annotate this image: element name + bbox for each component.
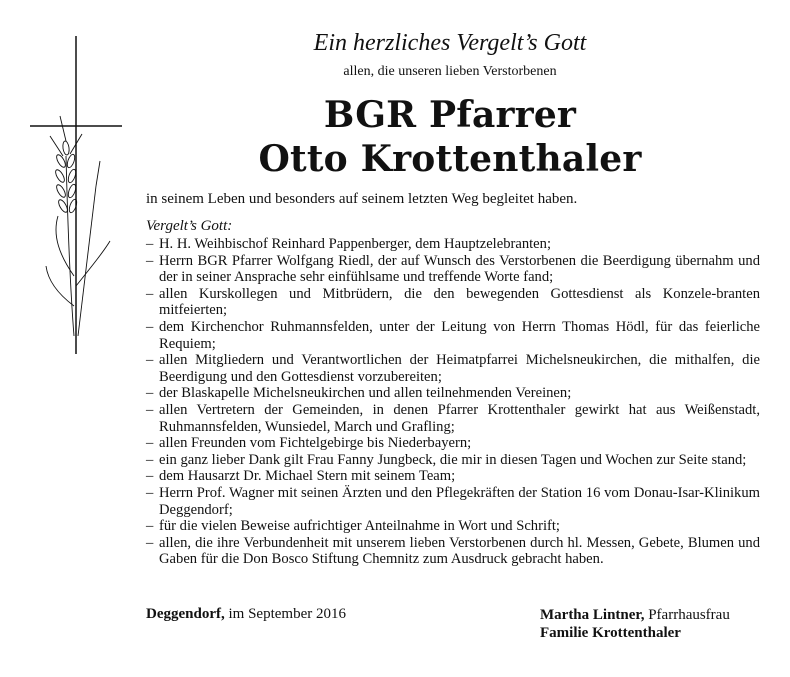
list-item: – ein ganz lieber Dank gilt Frau Fanny Jungbeck, die mir in diesen Tagen und Wochen zur Seite stand; (146, 452, 760, 469)
place-date (146, 606, 346, 623)
list-item: – dem Kirchenchor Ruhmannsfelden, unter der Leitung von Herrn Thomas Hödl, für das feierliche Requiem; (146, 319, 760, 352)
place: Deggendorf, (146, 606, 225, 622)
signature-block (540, 606, 730, 642)
list-item: – allen Mitgliedern und Verantwortlichen der Heimatpfarrei Michelsneukirchen, die mithalfen, die Beerdigung und den Gottesdienst vorzubereiten; (146, 352, 760, 385)
thanks-list (146, 236, 760, 568)
list-item: – Herrn BGR Pfarrer Wolfgang Riedl, der auf Wunsch des Verstorbenen die Beerdigung übernahm und der in seiner Ansprache sehr einfühlsame und treffende Worte fand; (146, 253, 760, 286)
signer-name: Martha Lintner, (540, 607, 645, 623)
list-item: – allen Freunden vom Fichtelgebirge bis Niederbayern; (146, 435, 760, 452)
deceased-name-line1: BGR Pfarrer (323, 94, 577, 136)
signer-line (540, 606, 730, 624)
list-item: – der Blaskapelle Michelsneukirchen und allen teilnehmenden Vereinen; (146, 385, 760, 402)
list-item: – allen, die ihre Verbundenheit mit unserem lieben Verstorbenen durch hl. Messen, Gebete, Blumen und Gaben für die Don Bosco Stiftung Chemnitz zum Ausdruck gebracht haben. (146, 535, 760, 568)
family-name: Familie Krottenthaler (540, 625, 681, 641)
heading: Ein herzliches Vergelt’s Gott (313, 30, 587, 56)
list-item: – Herrn Prof. Wagner mit seinen Ärzten und den Pflegekräften der Station 16 vom Donau-Isar-Klinikum Deggendorf; (146, 485, 760, 518)
list-item: – H. H. Weihbischof Reinhard Pappenberger, dem Hauptzelebranten; (146, 236, 760, 253)
cross-wheat-icon (30, 36, 122, 356)
vergelts-gott-label: Vergelt’s Gott: (146, 218, 233, 234)
list-item: – dem Hausarzt Dr. Michael Stern mit seinem Team; (146, 468, 760, 485)
list-item: – allen Kurskollegen und Mitbrüdern, die den bewegenden Gottesdienst als Konzele-branten mitfeierten; (146, 286, 760, 319)
intro-text: in seinem Leben und besonders auf seinem letzten Weg begleitet haben. (146, 191, 578, 207)
list-item: – für die vielen Beweise aufrichtiger Anteilnahme in Wort und Schrift; (146, 518, 760, 535)
date: im September 2016 (224, 606, 346, 622)
deceased-name-line2: Otto Krottenthaler (258, 138, 642, 180)
subheading: allen, die unseren lieben Verstorbenen (343, 64, 557, 79)
list-item: – allen Vertretern der Gemeinden, in denen Pfarrer Krottenthaler gewirkt hat aus Weißenstadt, Ruhmannsfelden, Wunsiedel, March und Grafling; (146, 402, 760, 435)
signer-role: Pfarrhausfrau (644, 607, 730, 623)
